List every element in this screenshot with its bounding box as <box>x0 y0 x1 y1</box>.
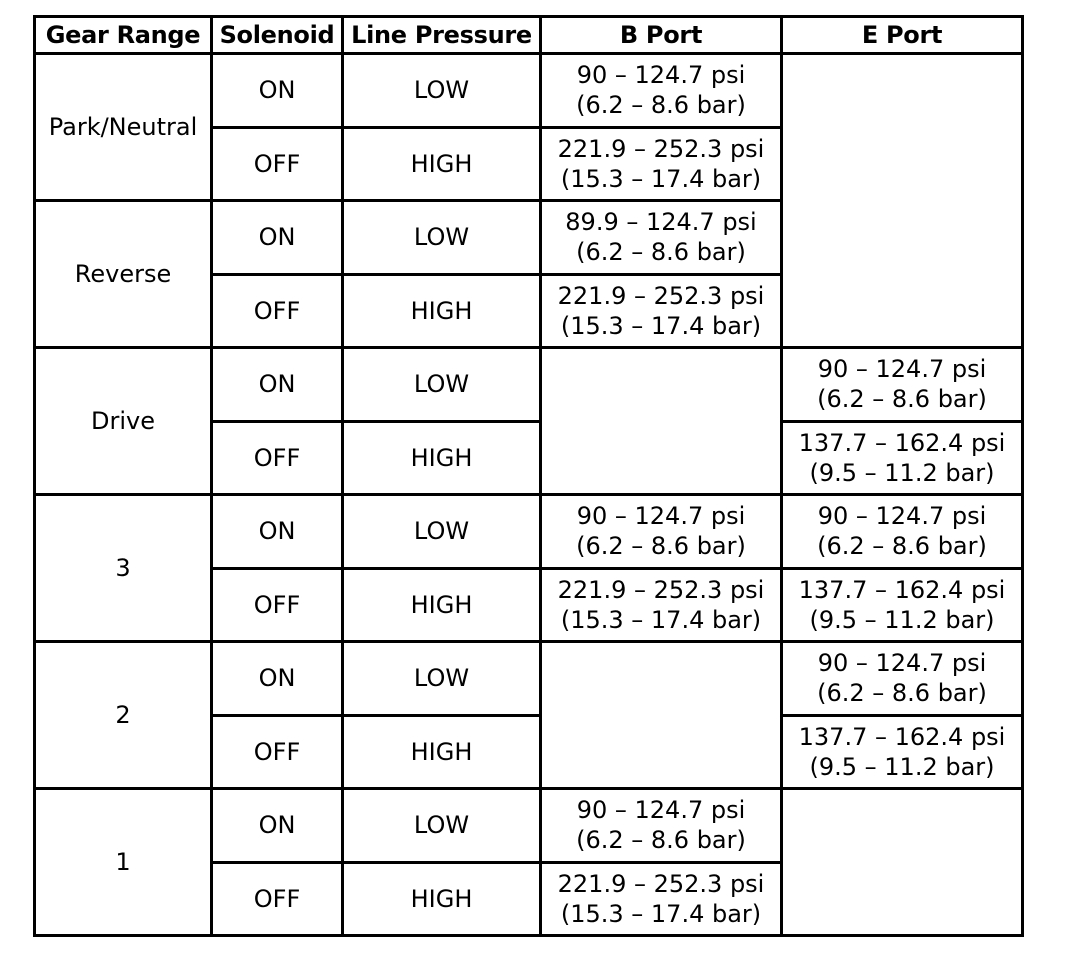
b-port-bar: (6.2 – 8.6 bar) <box>576 532 746 561</box>
gear-range-cell: Park/Neutral <box>35 54 212 201</box>
gear-range-cell: 1 <box>35 789 212 936</box>
line-pressure-cell: HIGH <box>343 421 541 495</box>
b-port-psi: 90 – 124.7 psi <box>576 502 746 531</box>
b-port-psi: 221.9 – 252.3 psi <box>557 281 765 310</box>
b-port-cell <box>541 201 782 275</box>
b-port-cell <box>541 495 782 569</box>
solenoid-cell: ON <box>212 348 343 422</box>
b-port-bar: (15.3 – 17.4 bar) <box>560 605 762 634</box>
line-pressure-cell: LOW <box>343 348 541 422</box>
e-port-cell <box>782 348 1023 422</box>
b-port-cell <box>541 789 782 863</box>
line-pressure-cell: LOW <box>343 495 541 569</box>
e-port-bar: (9.5 – 11.2 bar) <box>809 752 995 781</box>
b-port-bar: (6.2 – 8.6 bar) <box>576 91 746 120</box>
line-pressure-cell: LOW <box>343 54 541 128</box>
b-port-bar: (6.2 – 8.6 bar) <box>576 826 746 855</box>
header-line-pressure: Line Pressure <box>343 17 541 54</box>
e-port-empty-cell <box>782 789 1023 936</box>
header-solenoid: Solenoid <box>212 17 343 54</box>
b-port-psi: 90 – 124.7 psi <box>576 61 746 90</box>
gear-range-cell: 3 <box>35 495 212 642</box>
header-gear-range: Gear Range <box>35 17 212 54</box>
e-port-cell <box>782 495 1023 569</box>
solenoid-cell: ON <box>212 642 343 716</box>
table-row <box>35 642 1023 716</box>
solenoid-cell: ON <box>212 54 343 128</box>
e-port-psi: 90 – 124.7 psi <box>817 649 987 678</box>
b-port-empty-cell <box>541 348 782 495</box>
b-port-psi: 221.9 – 252.3 psi <box>557 869 765 898</box>
line-pressure-cell: HIGH <box>343 568 541 642</box>
b-port-psi: 221.9 – 252.3 psi <box>557 134 765 163</box>
e-port-psi: 137.7 – 162.4 psi <box>798 428 1006 457</box>
solenoid-cell: OFF <box>212 715 343 789</box>
solenoid-cell: OFF <box>212 568 343 642</box>
solenoid-cell: OFF <box>212 421 343 495</box>
e-port-bar: (6.2 – 8.6 bar) <box>817 532 987 561</box>
gear-range-cell: 2 <box>35 642 212 789</box>
table-row <box>35 348 1023 422</box>
b-port-psi: 89.9 – 124.7 psi <box>565 208 757 237</box>
line-pressure-cell: HIGH <box>343 127 541 201</box>
table-row <box>35 54 1023 128</box>
b-port-cell <box>541 127 782 201</box>
e-port-psi: 137.7 – 162.4 psi <box>798 722 1006 751</box>
e-port-cell <box>782 642 1023 716</box>
solenoid-cell: OFF <box>212 274 343 348</box>
b-port-bar: (15.3 – 17.4 bar) <box>560 899 762 928</box>
b-port-empty-cell <box>541 642 782 789</box>
e-port-bar: (9.5 – 11.2 bar) <box>809 605 995 634</box>
e-port-psi: 90 – 124.7 psi <box>817 502 987 531</box>
header-e-port: E Port <box>782 17 1023 54</box>
line-pressure-cell: HIGH <box>343 274 541 348</box>
b-port-psi: 221.9 – 252.3 psi <box>557 575 765 604</box>
line-pressure-cell: LOW <box>343 201 541 275</box>
table-row <box>35 789 1023 863</box>
e-port-cell <box>782 715 1023 789</box>
b-port-bar: (6.2 – 8.6 bar) <box>576 238 746 267</box>
e-port-bar: (6.2 – 8.6 bar) <box>817 385 987 414</box>
e-port-empty-cell <box>782 54 1023 348</box>
solenoid-cell: OFF <box>212 862 343 936</box>
b-port-cell <box>541 862 782 936</box>
b-port-cell <box>541 274 782 348</box>
line-pressure-cell: HIGH <box>343 715 541 789</box>
e-port-cell <box>782 421 1023 495</box>
e-port-bar: (9.5 – 11.2 bar) <box>809 458 995 487</box>
solenoid-cell: OFF <box>212 127 343 201</box>
e-port-psi: 90 – 124.7 psi <box>817 355 987 384</box>
gear-range-cell: Reverse <box>35 201 212 348</box>
line-pressure-cell: HIGH <box>343 862 541 936</box>
header-b-port: B Port <box>541 17 782 54</box>
e-port-psi: 137.7 – 162.4 psi <box>798 575 1006 604</box>
table-row <box>35 495 1023 569</box>
b-port-bar: (15.3 – 17.4 bar) <box>560 311 762 340</box>
solenoid-cell: ON <box>212 495 343 569</box>
pressure-table <box>33 15 1024 937</box>
solenoid-cell: ON <box>212 789 343 863</box>
gear-range-cell: Drive <box>35 348 212 495</box>
e-port-bar: (6.2 – 8.6 bar) <box>817 679 987 708</box>
solenoid-cell: ON <box>212 201 343 275</box>
b-port-psi: 90 – 124.7 psi <box>576 796 746 825</box>
b-port-cell <box>541 568 782 642</box>
e-port-cell <box>782 568 1023 642</box>
b-port-bar: (15.3 – 17.4 bar) <box>560 164 762 193</box>
line-pressure-cell: LOW <box>343 789 541 863</box>
line-pressure-cell: LOW <box>343 642 541 716</box>
b-port-cell <box>541 54 782 128</box>
header-row <box>35 17 1023 54</box>
